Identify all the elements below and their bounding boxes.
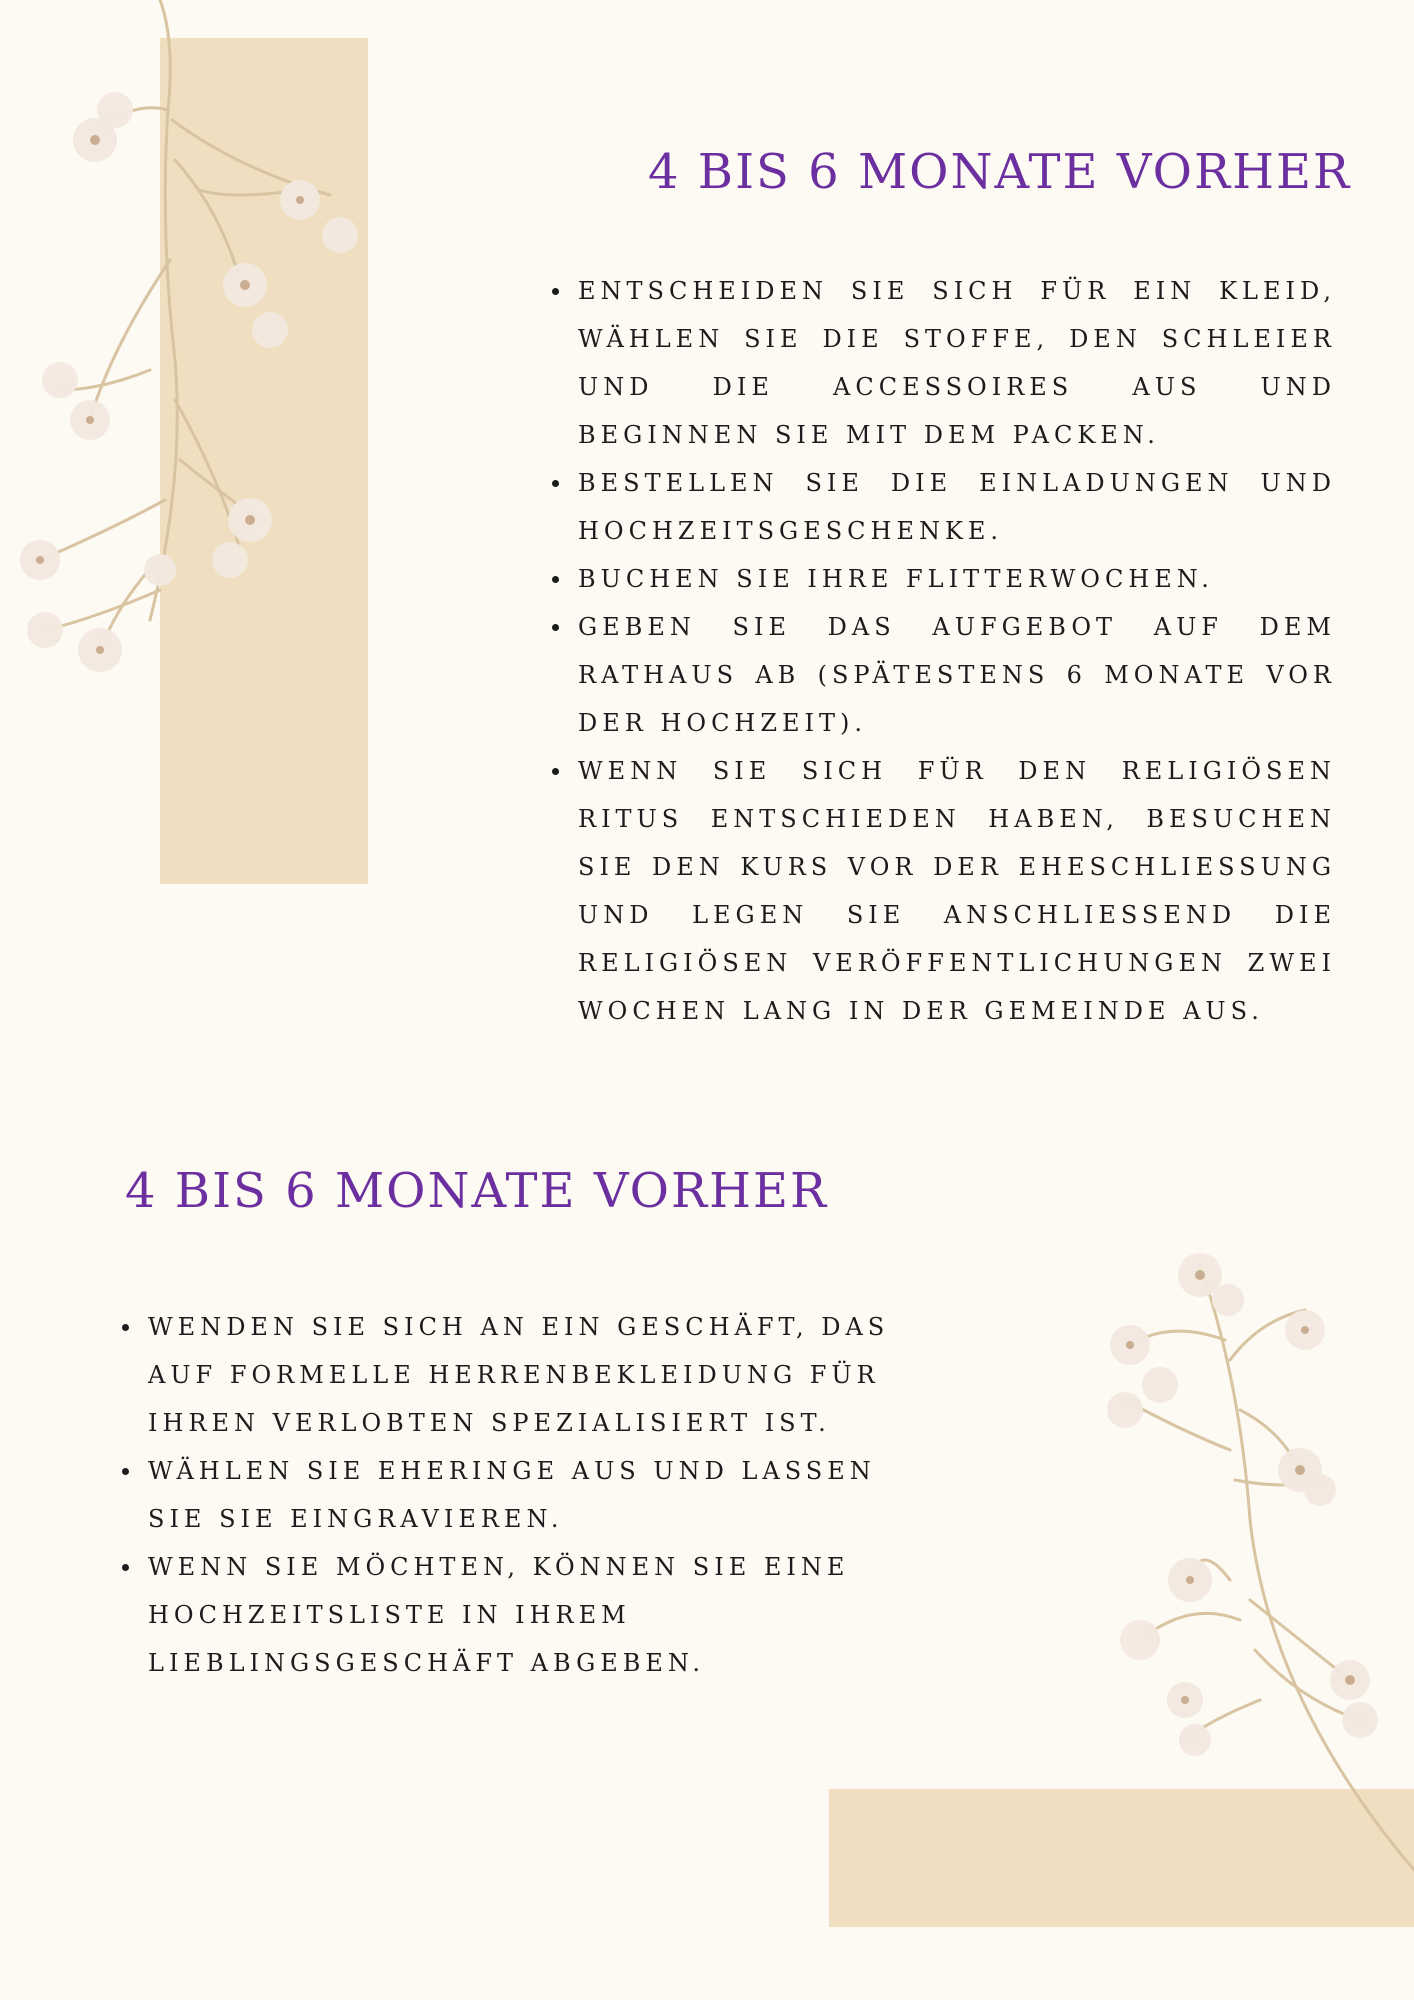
list-item: WENDEN SIE SICH AN EIN GESCHÄFT, DAS AUF FORMELLE HERRENBEKLEIDUNG FÜR IHREN VERLOBTEN SPEZIALISIERT IST. [148,1303,908,1447]
checklist-bottom [148,1303,908,1687]
section-heading-bottom: 4 BIS 6 MONATE VORHER [125,1163,829,1219]
list-item: BESTELLEN SIE DIE EINLADUNGEN UND HOCHZEITSGESCHENKE. [578,459,1336,555]
decorative-panel-top [160,38,368,884]
list-item: BUCHEN SIE IHRE FLITTERWOCHEN. [578,555,1336,603]
list-item: ENTSCHEIDEN SIE SICH FÜR EIN KLEID, WÄHLEN SIE DIE STOFFE, DEN SCHLEIER UND DIE ACCESSOIRES AUS UND BEGINNEN SIE MIT DEM PACKEN. [578,267,1336,459]
list-item: GEBEN SIE DAS AUFGEBOT AUF DEM RATHAUS AB (SPÄTESTENS 6 MONATE VOR DER HOCHZEIT). [578,603,1336,747]
list-item: WÄHLEN SIE EHERINGE AUS UND LASSEN SIE SIE EINGRAVIEREN. [148,1447,908,1543]
list-item: WENN SIE SICH FÜR DEN RELIGIÖSEN RITUS ENTSCHIEDEN HABEN, BESUCHEN SIE DEN KURS VOR DER EHESCHLIESSUNG UND LEGEN SIE ANSCHLIESSEND DIE RELIGIÖSEN VERÖFFENTLICHUNGEN ZWEI WOCHEN LANG IN DER GEMEINDE AUS. [578,747,1336,1035]
checklist-top [578,267,1336,1035]
section-heading-top: 4 BIS 6 MONATE VORHER [648,144,1352,200]
list-item: WENN SIE MÖCHTEN, KÖNNEN SIE EINE HOCHZEITSLISTE IN IHREM LIEBLINGSGESCHÄFT ABGEBEN. [148,1543,908,1687]
decorative-panel-bottom [829,1789,1414,1927]
